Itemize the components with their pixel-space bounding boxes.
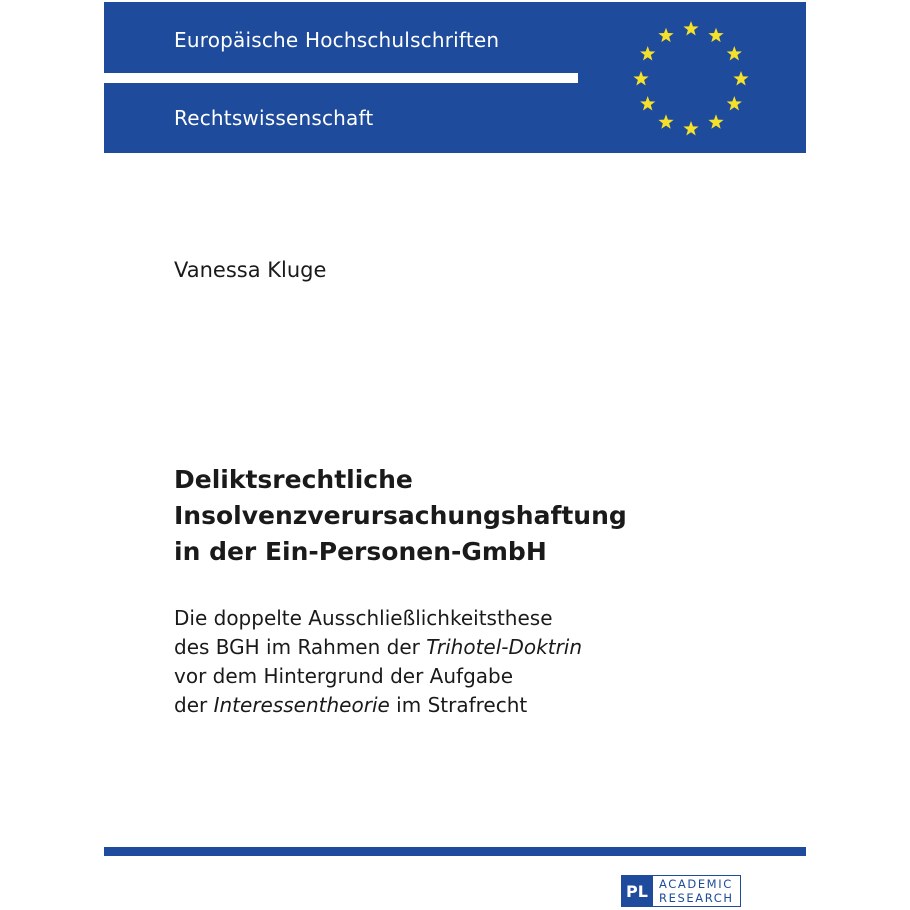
star-icon [683, 121, 698, 135]
title-line: Deliktsrechtliche [174, 465, 413, 494]
book-subtitle [174, 604, 774, 720]
star-icon [733, 71, 748, 85]
star-icon [658, 28, 673, 42]
series-banner [104, 2, 806, 153]
book-title [174, 462, 774, 570]
subtitle-line [174, 691, 774, 720]
series-subtitle: Rechtswissenschaft [174, 106, 374, 130]
eu-stars-icon [626, 14, 756, 144]
subtitle-line [174, 633, 774, 662]
star-icon [640, 96, 655, 110]
star-icon [683, 21, 698, 35]
publisher-logo [621, 875, 741, 907]
banner-divider [104, 73, 578, 83]
subtitle-text: des BGH im Rahmen der [174, 635, 427, 659]
star-icon [708, 28, 723, 42]
subtitle-emphasis: Trihotel-Doktrin [426, 635, 583, 659]
title-line: Insolvenzverursachungshaftung [174, 501, 627, 530]
publisher-mark: PL [621, 875, 653, 907]
author-name: Vanessa Kluge [174, 258, 327, 282]
subtitle-line: Die doppelte Ausschließlichkeitsthese [174, 606, 553, 630]
title-line: in der Ein-Personen-GmbH [174, 537, 547, 566]
subtitle-text: der [174, 693, 214, 717]
publisher-name-line: ACADEMIC [659, 877, 733, 891]
star-icon [727, 96, 742, 110]
star-icon [633, 71, 648, 85]
subtitle-text: im Strafrecht [389, 693, 528, 717]
star-icon [727, 46, 742, 60]
star-icon [658, 114, 673, 128]
star-icon [640, 46, 655, 60]
star-icon [708, 114, 723, 128]
footer-divider [104, 847, 806, 856]
subtitle-emphasis: Interessentheorie [213, 693, 390, 717]
subtitle-line: vor dem Hintergrund der Aufgabe [174, 664, 514, 688]
publisher-name-line: RESEARCH [659, 891, 734, 905]
publisher-name [653, 875, 741, 907]
series-title: Europäische Hochschulschriften [174, 28, 500, 52]
